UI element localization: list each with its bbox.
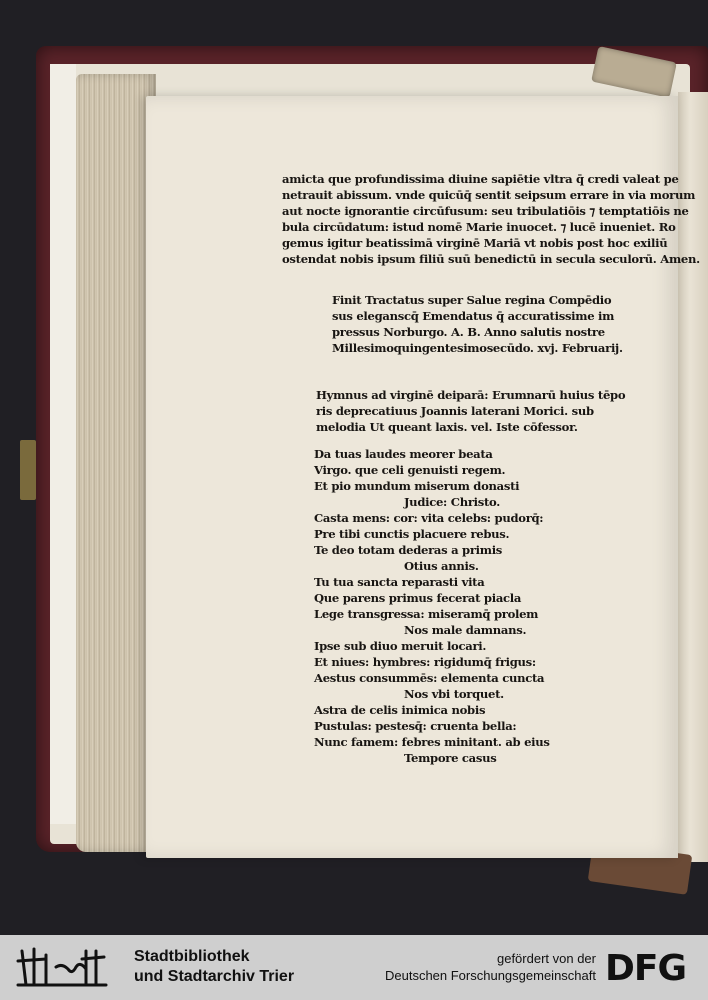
verse-line: Pre tibi cunctis placuere rebus. — [314, 527, 510, 541]
verse-line: Virgo. que celi genuisti regem. — [314, 463, 506, 477]
verse-line: Astra de celis inimica nobis — [314, 703, 486, 717]
colophon-line: pressus Norburgo. A. B. Anno salutis nostre — [332, 325, 605, 339]
institution-subname: und Stadtarchiv Trier — [134, 968, 295, 985]
stadtbibliothek-trier-logo-icon — [16, 945, 110, 989]
hymn-heading-line: Hymnus ad virginē deiparā: Erumnarū huius tēpo — [316, 388, 626, 402]
verse-line: Casta mens: cor: vita celebs: pudorq̄: — [314, 511, 544, 525]
verse-line: Te deo totam dederas a primis — [314, 543, 503, 557]
verse-line: Et pio mundum miserum donasti — [314, 479, 520, 493]
verse-line: Nunc famem: febres minitant. ab eius — [314, 735, 550, 749]
colophon-line: Finit Tractatus super Salue regina Compēdio — [332, 293, 612, 307]
verse-adonic-line: Otius annis. — [404, 559, 479, 573]
page-edges — [76, 74, 156, 852]
verse-adonic-line: Nos male damnans. — [404, 623, 527, 637]
verse-line: Et niues: hymbres: rigidumq̄ frigus: — [314, 655, 536, 669]
verse-line: Pustulas: pestesq̄: cruenta bella: — [314, 719, 517, 733]
prose-line: gemus igitur beatissimā virginē Mariā vt nobis post hoc exiliū — [282, 236, 668, 250]
prose-line: amicta que profundissima diuine sapiētie vltra q̄ credi valeat pe — [282, 172, 679, 186]
clasp — [20, 440, 36, 500]
funding-organization: Deutschen Forschungsgemeinschaft — [384, 968, 596, 983]
verse-line: Lege transgressa: miseramq̄ prolem — [314, 607, 539, 621]
hymn-heading-line: melodia Ut queant laxis. vel. Iste cōfessor. — [316, 420, 578, 434]
verse-line: Que parens primus fecerat piacla — [314, 591, 522, 605]
dfg-logo: DFG — [605, 948, 687, 989]
verse-line: Da tuas laudes meorer beata — [314, 447, 493, 461]
verse-line: Tu tua sancta reparasti vita — [314, 575, 485, 589]
funding-note: gefördert von der — [496, 951, 596, 966]
hymn-heading-line: ris deprecatiuus Joannis laterani Morici. sub — [316, 404, 594, 418]
prose-line: netrauit abissum. vnde quicūq̄ sentit seipsum errare in via morum — [282, 188, 696, 202]
prose-line: bula circūdatum: istud nomē Marie inuocet. ⁊ lucē inueniet. Ro — [282, 220, 676, 234]
institution-name: Stadtbibliothek — [134, 948, 250, 965]
colophon-line: sus eleganscq̄ Emendatus q̄ accuratissime im — [332, 309, 615, 323]
verse-line: Aestus consummēs: elementa cuncta — [314, 671, 545, 685]
verse-line: Ipse sub diuo meruit locari. — [314, 639, 487, 653]
colophon-line: Millesimoquingentesimosecūdo. xvj. Februarij. — [332, 341, 623, 355]
prose-line: ostendat nobis ipsum filiū suū benedictū in secula seculorū. Amen. — [282, 252, 700, 266]
verse-adonic-line: Judice: Christo. — [404, 495, 500, 509]
pastedown-leaf — [50, 64, 76, 824]
verse-adonic-line: Tempore casus — [404, 751, 497, 765]
prose-line: aut nocte ignorantie circūfusum: seu tribulatiōis ⁊ temptatiōis ne — [282, 204, 689, 218]
verse-adonic-line: Nos vbi torquet. — [404, 687, 504, 701]
